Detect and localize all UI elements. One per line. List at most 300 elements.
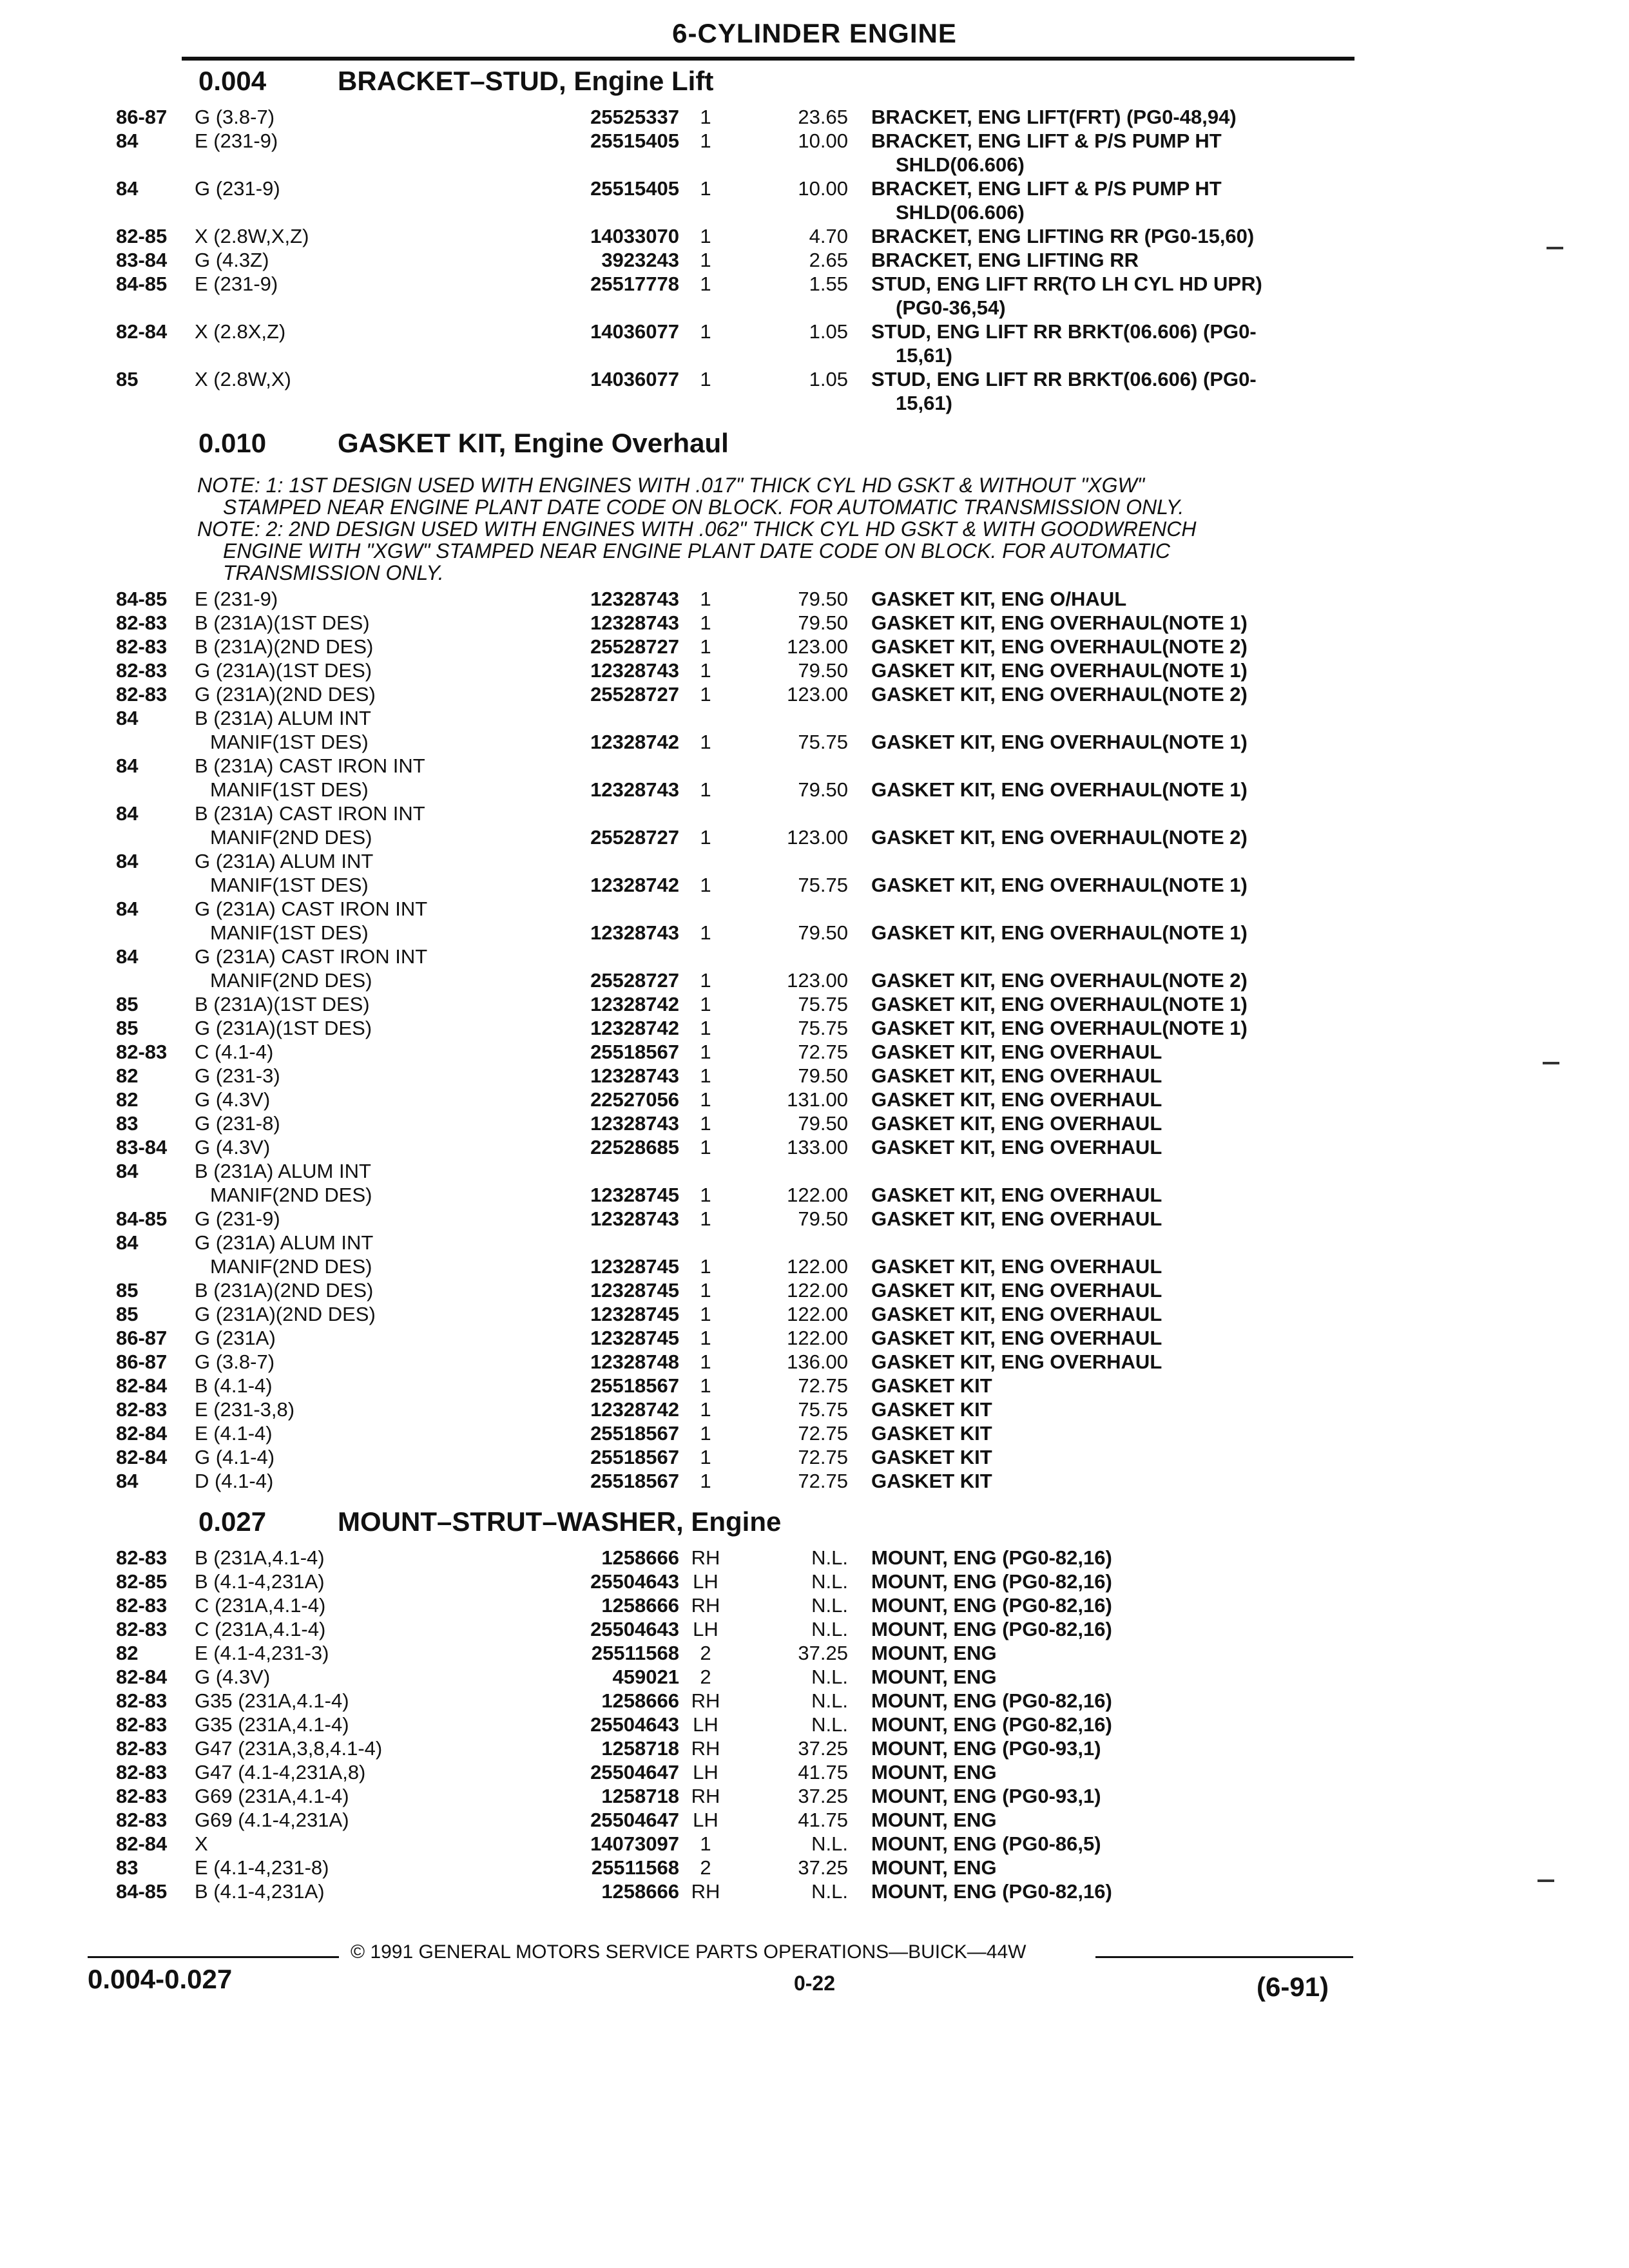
row-application: B (4.1-4,231A)	[195, 1880, 325, 1903]
row-part-number: 25515405	[590, 177, 679, 200]
row-year: 82-83	[116, 1618, 168, 1640]
row-description-continued: (PG0-36,54)	[896, 296, 1006, 319]
note-line: NOTE: 2: 2ND DESIGN USED WITH ENGINES WITH .062" THICK CYL HD GSKT & WITH GOODWRENCH	[197, 517, 1197, 541]
row-year: 82	[116, 1642, 139, 1664]
row-application: B (231A) CAST IRON INT	[195, 754, 425, 777]
section-heading	[198, 1506, 781, 1537]
row-description-continued: 15,61)	[896, 344, 952, 367]
table-row	[0, 1546, 1629, 1572]
row-part-number: 1258666	[601, 1689, 679, 1712]
row-description: GASKET KIT, ENG OVERHAUL(NOTE 1)	[871, 993, 1248, 1015]
row-part-number: 14033070	[590, 225, 679, 247]
row-price: N.L.	[811, 1570, 848, 1593]
table-row	[0, 1398, 1629, 1424]
table-row-prefix	[0, 802, 1629, 828]
row-application: G (4.3V)	[195, 1088, 271, 1111]
footer-date: (6-91)	[1257, 1972, 1329, 2002]
footer-copyright: © 1991 GENERAL MOTORS SERVICE PARTS OPERATIONS—BUICK—44W	[351, 1941, 1027, 1963]
row-quantity: 1	[700, 1398, 711, 1421]
row-price: 10.00	[798, 177, 848, 200]
row-price: N.L.	[811, 1880, 848, 1903]
row-description: GASKET KIT, ENG OVERHAUL(NOTE 2)	[871, 683, 1248, 706]
table-row	[0, 778, 1629, 804]
row-description: MOUNT, ENG	[871, 1642, 997, 1664]
table-row	[0, 1017, 1629, 1043]
row-quantity: 1	[700, 1470, 711, 1492]
row-application: G (3.8-7)	[195, 1350, 275, 1373]
row-year: 83-84	[116, 249, 168, 271]
row-quantity: 2	[700, 1856, 711, 1879]
row-price: 79.50	[798, 659, 848, 682]
page-title: 6-CYLINDER ENGINE	[672, 18, 957, 48]
row-year: 84	[116, 850, 139, 872]
table-row	[0, 826, 1629, 852]
row-application: B (231A)(1ST DES)	[195, 611, 370, 634]
footer-rule	[88, 1956, 339, 1958]
row-application: B (4.1-4)	[195, 1374, 273, 1397]
section-heading	[198, 428, 729, 459]
row-quantity: 1	[700, 1303, 711, 1325]
row-application: X (2.8W,X,Z)	[195, 225, 309, 247]
row-application: G (231A)(2ND DES)	[195, 683, 376, 706]
row-application: G (4.3V)	[195, 1136, 271, 1158]
table-row	[0, 249, 1629, 274]
row-price: 79.50	[798, 1064, 848, 1087]
row-year: 84	[116, 177, 139, 200]
row-description: GASKET KIT, ENG OVERHAUL(NOTE 2)	[871, 635, 1248, 658]
row-application: G (231A)	[195, 1327, 276, 1349]
row-year: 84	[116, 1470, 139, 1492]
row-part-number: 25515405	[590, 130, 679, 152]
row-year: 82-83	[116, 1546, 168, 1569]
row-description: GASKET KIT, ENG OVERHAUL	[871, 1255, 1162, 1278]
row-description: MOUNT, ENG (PG0-82,16)	[871, 1546, 1112, 1569]
row-part-number: 25528727	[590, 969, 679, 992]
row-price: 1.05	[809, 368, 848, 390]
row-part-number: 12328743	[590, 588, 679, 610]
row-quantity: 1	[700, 1446, 711, 1468]
table-row	[0, 273, 1629, 298]
row-description: GASKET KIT, ENG OVERHAUL	[871, 1064, 1162, 1087]
row-quantity: 1	[700, 1184, 711, 1206]
table-row	[0, 1350, 1629, 1376]
row-quantity: LH	[693, 1713, 718, 1736]
section-note	[197, 474, 1357, 584]
row-part-number: 12328743	[590, 659, 679, 682]
row-description: GASKET KIT, ENG OVERHAUL(NOTE 1)	[871, 731, 1248, 753]
row-quantity: RH	[691, 1689, 720, 1712]
row-application: D (4.1-4)	[195, 1470, 274, 1492]
row-application: C (4.1-4)	[195, 1041, 274, 1063]
section-heading	[198, 66, 713, 97]
row-application: G (4.3V)	[195, 1666, 271, 1688]
row-year: 83	[116, 1856, 139, 1879]
row-part-number: 12328745	[590, 1255, 679, 1278]
row-quantity: 1	[700, 778, 711, 801]
table-row	[0, 1570, 1629, 1596]
table-row	[0, 1737, 1629, 1763]
row-part-number: 25518567	[590, 1446, 679, 1468]
row-application: E (4.1-4,231-3)	[195, 1642, 329, 1664]
row-part-number: 12328745	[590, 1184, 679, 1206]
row-quantity: 1	[700, 1112, 711, 1135]
row-price: 79.50	[798, 1112, 848, 1135]
row-quantity: 1	[700, 368, 711, 390]
row-price: 123.00	[787, 969, 848, 992]
row-year: 82-84	[116, 1446, 168, 1468]
row-description: GASKET KIT	[871, 1470, 992, 1492]
row-price: N.L.	[811, 1832, 848, 1855]
table-row-prefix	[0, 850, 1629, 876]
row-description: BRACKET, ENG LIFT & P/S PUMP HT	[871, 177, 1222, 200]
row-price: 72.75	[798, 1422, 848, 1445]
row-application: C (231A,4.1-4)	[195, 1594, 326, 1617]
table-row	[0, 1064, 1629, 1090]
row-quantity: 1	[700, 635, 711, 658]
row-part-number: 22527056	[590, 1088, 679, 1111]
row-application: B (231A)(1ST DES)	[195, 993, 370, 1015]
row-year: 82-83	[116, 1785, 168, 1807]
row-application: G (231-3)	[195, 1064, 280, 1087]
row-part-number: 12328743	[590, 921, 679, 944]
row-application: C (231A,4.1-4)	[195, 1618, 326, 1640]
note-line: STAMPED NEAR ENGINE PLANT DATE CODE ON BLOCK. FOR AUTOMATIC TRANSMISSION ONLY.	[223, 495, 1184, 519]
table-row	[0, 130, 1629, 155]
table-row-prefix	[0, 945, 1629, 971]
row-price: 72.75	[798, 1041, 848, 1063]
row-description: GASKET KIT, ENG OVERHAUL(NOTE 1)	[871, 611, 1248, 634]
row-part-number: 25525337	[590, 106, 679, 128]
row-description: MOUNT, ENG (PG0-82,16)	[871, 1618, 1112, 1640]
row-application: B (231A) CAST IRON INT	[195, 802, 425, 825]
table-row	[0, 683, 1629, 709]
row-description: GASKET KIT, ENG OVERHAUL	[871, 1041, 1162, 1063]
row-price: 2.65	[809, 249, 848, 271]
row-price: 123.00	[787, 826, 848, 849]
row-quantity: 1	[700, 320, 711, 343]
row-quantity: 1	[700, 106, 711, 128]
row-part-number: 12328745	[590, 1327, 679, 1349]
table-row	[0, 1136, 1629, 1162]
row-year: 82-83	[116, 1689, 168, 1712]
row-quantity: 1	[700, 1064, 711, 1087]
row-price: 75.75	[798, 993, 848, 1015]
row-price: 123.00	[787, 683, 848, 706]
table-row	[0, 1642, 1629, 1667]
row-description: MOUNT, ENG (PG0-93,1)	[871, 1785, 1101, 1807]
row-price: N.L.	[811, 1618, 848, 1640]
table-row	[0, 1255, 1629, 1281]
table-row	[0, 1374, 1629, 1400]
row-quantity: 1	[700, 683, 711, 706]
row-application: MANIF(1ST DES)	[210, 731, 369, 753]
margin-mark	[1547, 247, 1563, 249]
row-part-number: 12328742	[590, 993, 679, 1015]
row-quantity: 1	[700, 731, 711, 753]
table-row	[0, 635, 1629, 661]
margin-mark	[1543, 1062, 1559, 1064]
row-price: 122.00	[787, 1327, 848, 1349]
row-part-number: 1258666	[601, 1546, 679, 1569]
row-description: STUD, ENG LIFT RR BRKT(06.606) (PG0-	[871, 368, 1257, 390]
row-description: GASKET KIT, ENG OVERHAUL(NOTE 2)	[871, 969, 1248, 992]
row-year: 82-84	[116, 320, 168, 343]
row-application: MANIF(2ND DES)	[210, 826, 372, 849]
row-year: 85	[116, 993, 139, 1015]
row-part-number: 14073097	[590, 1832, 679, 1855]
row-price: 37.25	[798, 1785, 848, 1807]
row-price: 75.75	[798, 874, 848, 896]
row-part-number: 25518567	[590, 1422, 679, 1445]
table-row	[0, 1594, 1629, 1620]
row-application: G (231A) ALUM INT	[195, 1231, 374, 1254]
row-price: 131.00	[787, 1088, 848, 1111]
table-row	[0, 1666, 1629, 1691]
row-quantity: 1	[700, 1832, 711, 1855]
row-description: MOUNT, ENG (PG0-82,16)	[871, 1713, 1112, 1736]
note-line: TRANSMISSION ONLY.	[223, 561, 444, 584]
row-year: 84-85	[116, 273, 168, 295]
section-code: 0.010	[198, 428, 267, 458]
row-price: N.L.	[811, 1689, 848, 1712]
table-row	[0, 1303, 1629, 1329]
margin-mark	[1537, 1879, 1554, 1882]
row-quantity: RH	[691, 1594, 720, 1617]
row-year: 82-85	[116, 1570, 168, 1593]
row-year: 82-83	[116, 1761, 168, 1783]
row-quantity: 1	[700, 177, 711, 200]
row-application: E (231-9)	[195, 273, 278, 295]
section-title: BRACKET–STUD, Engine Lift	[338, 66, 714, 96]
row-description: BRACKET, ENG LIFTING RR (PG0-15,60)	[871, 225, 1255, 247]
row-application: G (4.3Z)	[195, 249, 269, 271]
row-year: 83	[116, 1112, 139, 1135]
row-price: 1.55	[809, 273, 848, 295]
row-description: MOUNT, ENG (PG0-82,16)	[871, 1880, 1112, 1903]
row-quantity: 1	[700, 921, 711, 944]
row-year: 85	[116, 1303, 139, 1325]
row-price: 1.05	[809, 320, 848, 343]
row-part-number: 25528727	[590, 635, 679, 658]
row-part-number: 25518567	[590, 1374, 679, 1397]
row-quantity: LH	[693, 1618, 718, 1640]
row-description: GASKET KIT, ENG OVERHAUL	[871, 1279, 1162, 1302]
row-application: G (231-9)	[195, 177, 280, 200]
row-description-continued: 15,61)	[896, 392, 952, 414]
section-code: 0.004	[198, 66, 267, 96]
table-row	[0, 1832, 1629, 1858]
row-year: 84	[116, 945, 139, 968]
row-quantity: 1	[700, 874, 711, 896]
row-year: 84-85	[116, 1880, 168, 1903]
row-price: 41.75	[798, 1761, 848, 1783]
row-application: E (4.1-4)	[195, 1422, 273, 1445]
table-row	[0, 177, 1629, 203]
row-quantity: LH	[693, 1761, 718, 1783]
row-year: 84	[116, 130, 139, 152]
row-quantity: 1	[700, 249, 711, 271]
row-quantity: RH	[691, 1785, 720, 1807]
table-row	[0, 106, 1629, 131]
row-description: GASKET KIT, ENG OVERHAUL	[871, 1303, 1162, 1325]
row-price: 79.50	[798, 588, 848, 610]
row-application: G (231A)(1ST DES)	[195, 659, 372, 682]
row-part-number: 12328743	[590, 778, 679, 801]
row-application: G69 (231A,4.1-4)	[195, 1785, 349, 1807]
row-application: G47 (4.1-4,231A,8)	[195, 1761, 366, 1783]
row-application: B (231A)(2ND DES)	[195, 1279, 374, 1302]
row-year: 83-84	[116, 1136, 168, 1158]
row-part-number: 12328748	[590, 1350, 679, 1373]
row-price: N.L.	[811, 1666, 848, 1688]
row-description: BRACKET, ENG LIFTING RR	[871, 249, 1139, 271]
row-part-number: 14036077	[590, 320, 679, 343]
row-quantity: 1	[700, 993, 711, 1015]
footer-range: 0.004-0.027	[88, 1964, 233, 1994]
footer-page-number: 0-22	[793, 1972, 836, 1995]
row-application: MANIF(1ST DES)	[210, 874, 369, 896]
table-row	[0, 1207, 1629, 1233]
row-quantity: 1	[700, 969, 711, 992]
row-application: MANIF(2ND DES)	[210, 1184, 372, 1206]
row-price: 79.50	[798, 1207, 848, 1230]
row-description: GASKET KIT, ENG OVERHAUL(NOTE 2)	[871, 826, 1248, 849]
row-year: 84	[116, 898, 139, 920]
row-description: GASKET KIT	[871, 1374, 992, 1397]
row-part-number: 25511568	[591, 1642, 679, 1664]
row-part-number: 25504647	[590, 1761, 679, 1783]
table-row-prefix	[0, 1231, 1629, 1257]
row-price: 72.75	[798, 1374, 848, 1397]
row-price: 23.65	[798, 106, 848, 128]
row-price: 37.25	[798, 1642, 848, 1664]
row-year: 85	[116, 1017, 139, 1039]
row-quantity: 1	[700, 1088, 711, 1111]
row-part-number: 25504643	[590, 1713, 679, 1736]
row-description-continued: SHLD(06.606)	[896, 201, 1025, 224]
table-row-prefix	[0, 707, 1629, 733]
row-description: GASKET KIT, ENG OVERHAUL	[871, 1184, 1162, 1206]
row-part-number: 12328742	[590, 1017, 679, 1039]
row-application: G (4.1-4)	[195, 1446, 275, 1468]
table-row	[0, 1422, 1629, 1448]
top-rule	[182, 57, 1354, 61]
row-application: G (231-8)	[195, 1112, 280, 1135]
row-description: GASKET KIT	[871, 1398, 992, 1421]
row-application: G35 (231A,4.1-4)	[195, 1689, 349, 1712]
row-quantity: LH	[693, 1570, 718, 1593]
row-description: GASKET KIT, ENG OVERHAUL(NOTE 1)	[871, 659, 1248, 682]
row-application: B (231A)(2ND DES)	[195, 635, 374, 658]
row-application: X (2.8X,Z)	[195, 320, 286, 343]
row-year: 82	[116, 1064, 139, 1087]
row-price: 75.75	[798, 1398, 848, 1421]
row-quantity: 1	[700, 130, 711, 152]
row-price: 75.75	[798, 731, 848, 753]
row-description: MOUNT, ENG (PG0-82,16)	[871, 1689, 1112, 1712]
table-row	[0, 1470, 1629, 1495]
row-application: G (231A)(2ND DES)	[195, 1303, 376, 1325]
table-row	[0, 1761, 1629, 1787]
row-price: 79.50	[798, 611, 848, 634]
row-quantity: 1	[700, 1422, 711, 1445]
row-year: 82-84	[116, 1832, 168, 1855]
table-row	[0, 320, 1629, 346]
row-quantity: 1	[700, 1017, 711, 1039]
table-row-prefix	[0, 754, 1629, 780]
row-description: GASKET KIT, ENG OVERHAUL(NOTE 1)	[871, 874, 1248, 896]
row-part-number: 25511568	[591, 1856, 679, 1879]
row-quantity: 2	[700, 1666, 711, 1688]
section-title: MOUNT–STRUT–WASHER, Engine	[338, 1506, 782, 1537]
section-title: GASKET KIT, Engine Overhaul	[338, 428, 729, 458]
row-application: G (231A)(1ST DES)	[195, 1017, 372, 1039]
row-quantity: RH	[691, 1737, 720, 1760]
row-quantity: 1	[700, 1255, 711, 1278]
row-part-number: 12328743	[590, 1112, 679, 1135]
row-quantity: 1	[700, 588, 711, 610]
row-price: 122.00	[787, 1279, 848, 1302]
table-row	[0, 659, 1629, 685]
row-part-number: 12328745	[590, 1279, 679, 1302]
row-quantity: 1	[700, 611, 711, 634]
row-year: 86-87	[116, 1350, 168, 1373]
table-row	[0, 1785, 1629, 1811]
row-description: GASKET KIT, ENG O/HAUL	[871, 588, 1127, 610]
row-quantity: 1	[700, 1041, 711, 1063]
row-description: MOUNT, ENG (PG0-82,16)	[871, 1570, 1112, 1593]
row-year: 82-83	[116, 659, 168, 682]
row-description: GASKET KIT, ENG OVERHAUL(NOTE 1)	[871, 1017, 1248, 1039]
row-year: 82-85	[116, 225, 168, 247]
row-part-number: 25528727	[590, 826, 679, 849]
row-price: 122.00	[787, 1255, 848, 1278]
row-year: 86-87	[116, 1327, 168, 1349]
row-quantity: 1	[700, 1327, 711, 1349]
row-application: B (231A) ALUM INT	[195, 707, 371, 729]
table-row	[0, 731, 1629, 756]
row-price: 122.00	[787, 1303, 848, 1325]
row-description: STUD, ENG LIFT RR BRKT(06.606) (PG0-	[871, 320, 1257, 343]
table-row	[0, 921, 1629, 947]
section-code: 0.027	[198, 1506, 267, 1537]
table-row	[0, 1880, 1629, 1906]
table-row	[0, 1856, 1629, 1882]
row-description: MOUNT, ENG (PG0-82,16)	[871, 1594, 1112, 1617]
row-application: G (231A) ALUM INT	[195, 850, 374, 872]
table-row	[0, 874, 1629, 899]
row-part-number: 25504643	[590, 1618, 679, 1640]
row-quantity: 1	[700, 273, 711, 295]
row-application: E (231-9)	[195, 588, 278, 610]
row-year: 82-83	[116, 1594, 168, 1617]
row-application: G (3.8-7)	[195, 106, 275, 128]
row-quantity: RH	[691, 1880, 720, 1903]
row-quantity: 1	[700, 1350, 711, 1373]
row-application: X (2.8W,X)	[195, 368, 291, 390]
row-price: 72.75	[798, 1470, 848, 1492]
row-description: STUD, ENG LIFT RR(TO LH CYL HD UPR)	[871, 273, 1262, 295]
row-part-number: 12328745	[590, 1303, 679, 1325]
row-part-number: 3923243	[601, 249, 679, 271]
row-price: 75.75	[798, 1017, 848, 1039]
row-application: B (231A,4.1-4)	[195, 1546, 325, 1569]
row-price: 37.25	[798, 1856, 848, 1879]
row-description: GASKET KIT, ENG OVERHAUL	[871, 1327, 1162, 1349]
row-part-number: 25518567	[590, 1470, 679, 1492]
row-application: E (4.1-4,231-8)	[195, 1856, 329, 1879]
table-row	[0, 1689, 1629, 1715]
